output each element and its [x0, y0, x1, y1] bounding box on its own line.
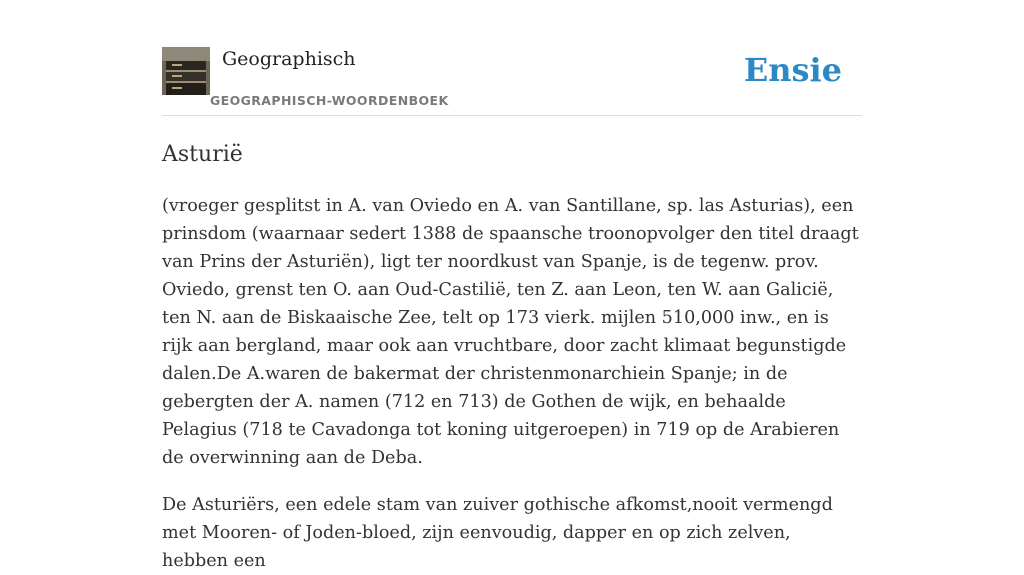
- book-title-link[interactable]: Geographisch: [222, 48, 356, 70]
- book-spines-icon: [162, 47, 210, 95]
- entry-paragraph-1: (vroeger gesplitst in A. van Oviedo en A. van Santillane, sp. las Asturias), een prinsdom (waarnaar sedert 1388 de spaansche troonopvolger den titel draagt van Prins der Asturiën), ligt ter noordkust van Spanje, is de tegenw. prov. Oviedo, grenst ten O. aan Oud-Castilië, ten Z. aan Leon, ten W. aan Galicië, ten N. aan de Biskaaische Zee, telt op 173 vierk. mijlen 510,000 inw., en is rijk aan bergland, maar ook aan vruchtbare, door zacht klimaat begunstigde dalen.De A.waren de bakermat der christenmonarchiein Spanje; in de gebergten der A. namen (712 en 713) de Gothen de wijk, en behaalde Pelagius (718 te Cavadonga tot koning uitgeroepen) in 719 op de Arabieren de overwinning aan de Deba.: [162, 196, 859, 468]
- entry-title: Asturië: [162, 142, 243, 167]
- ensie-logo-link[interactable]: Ensie: [743, 51, 842, 89]
- page-container: [162, 0, 862, 575]
- book-avatar[interactable]: [162, 47, 210, 95]
- book-header: [162, 47, 862, 116]
- entry-paragraph-2: De Asturiërs, een edele stam van zuiver gothische afkomst,nooit vermengd met Mooren- of Joden-bloed, zijn eenvoudig, dapper en op zich zelven, hebben een: [162, 495, 833, 571]
- book-slug: GEOGRAPHISCH-WOORDENBOEK: [210, 93, 449, 108]
